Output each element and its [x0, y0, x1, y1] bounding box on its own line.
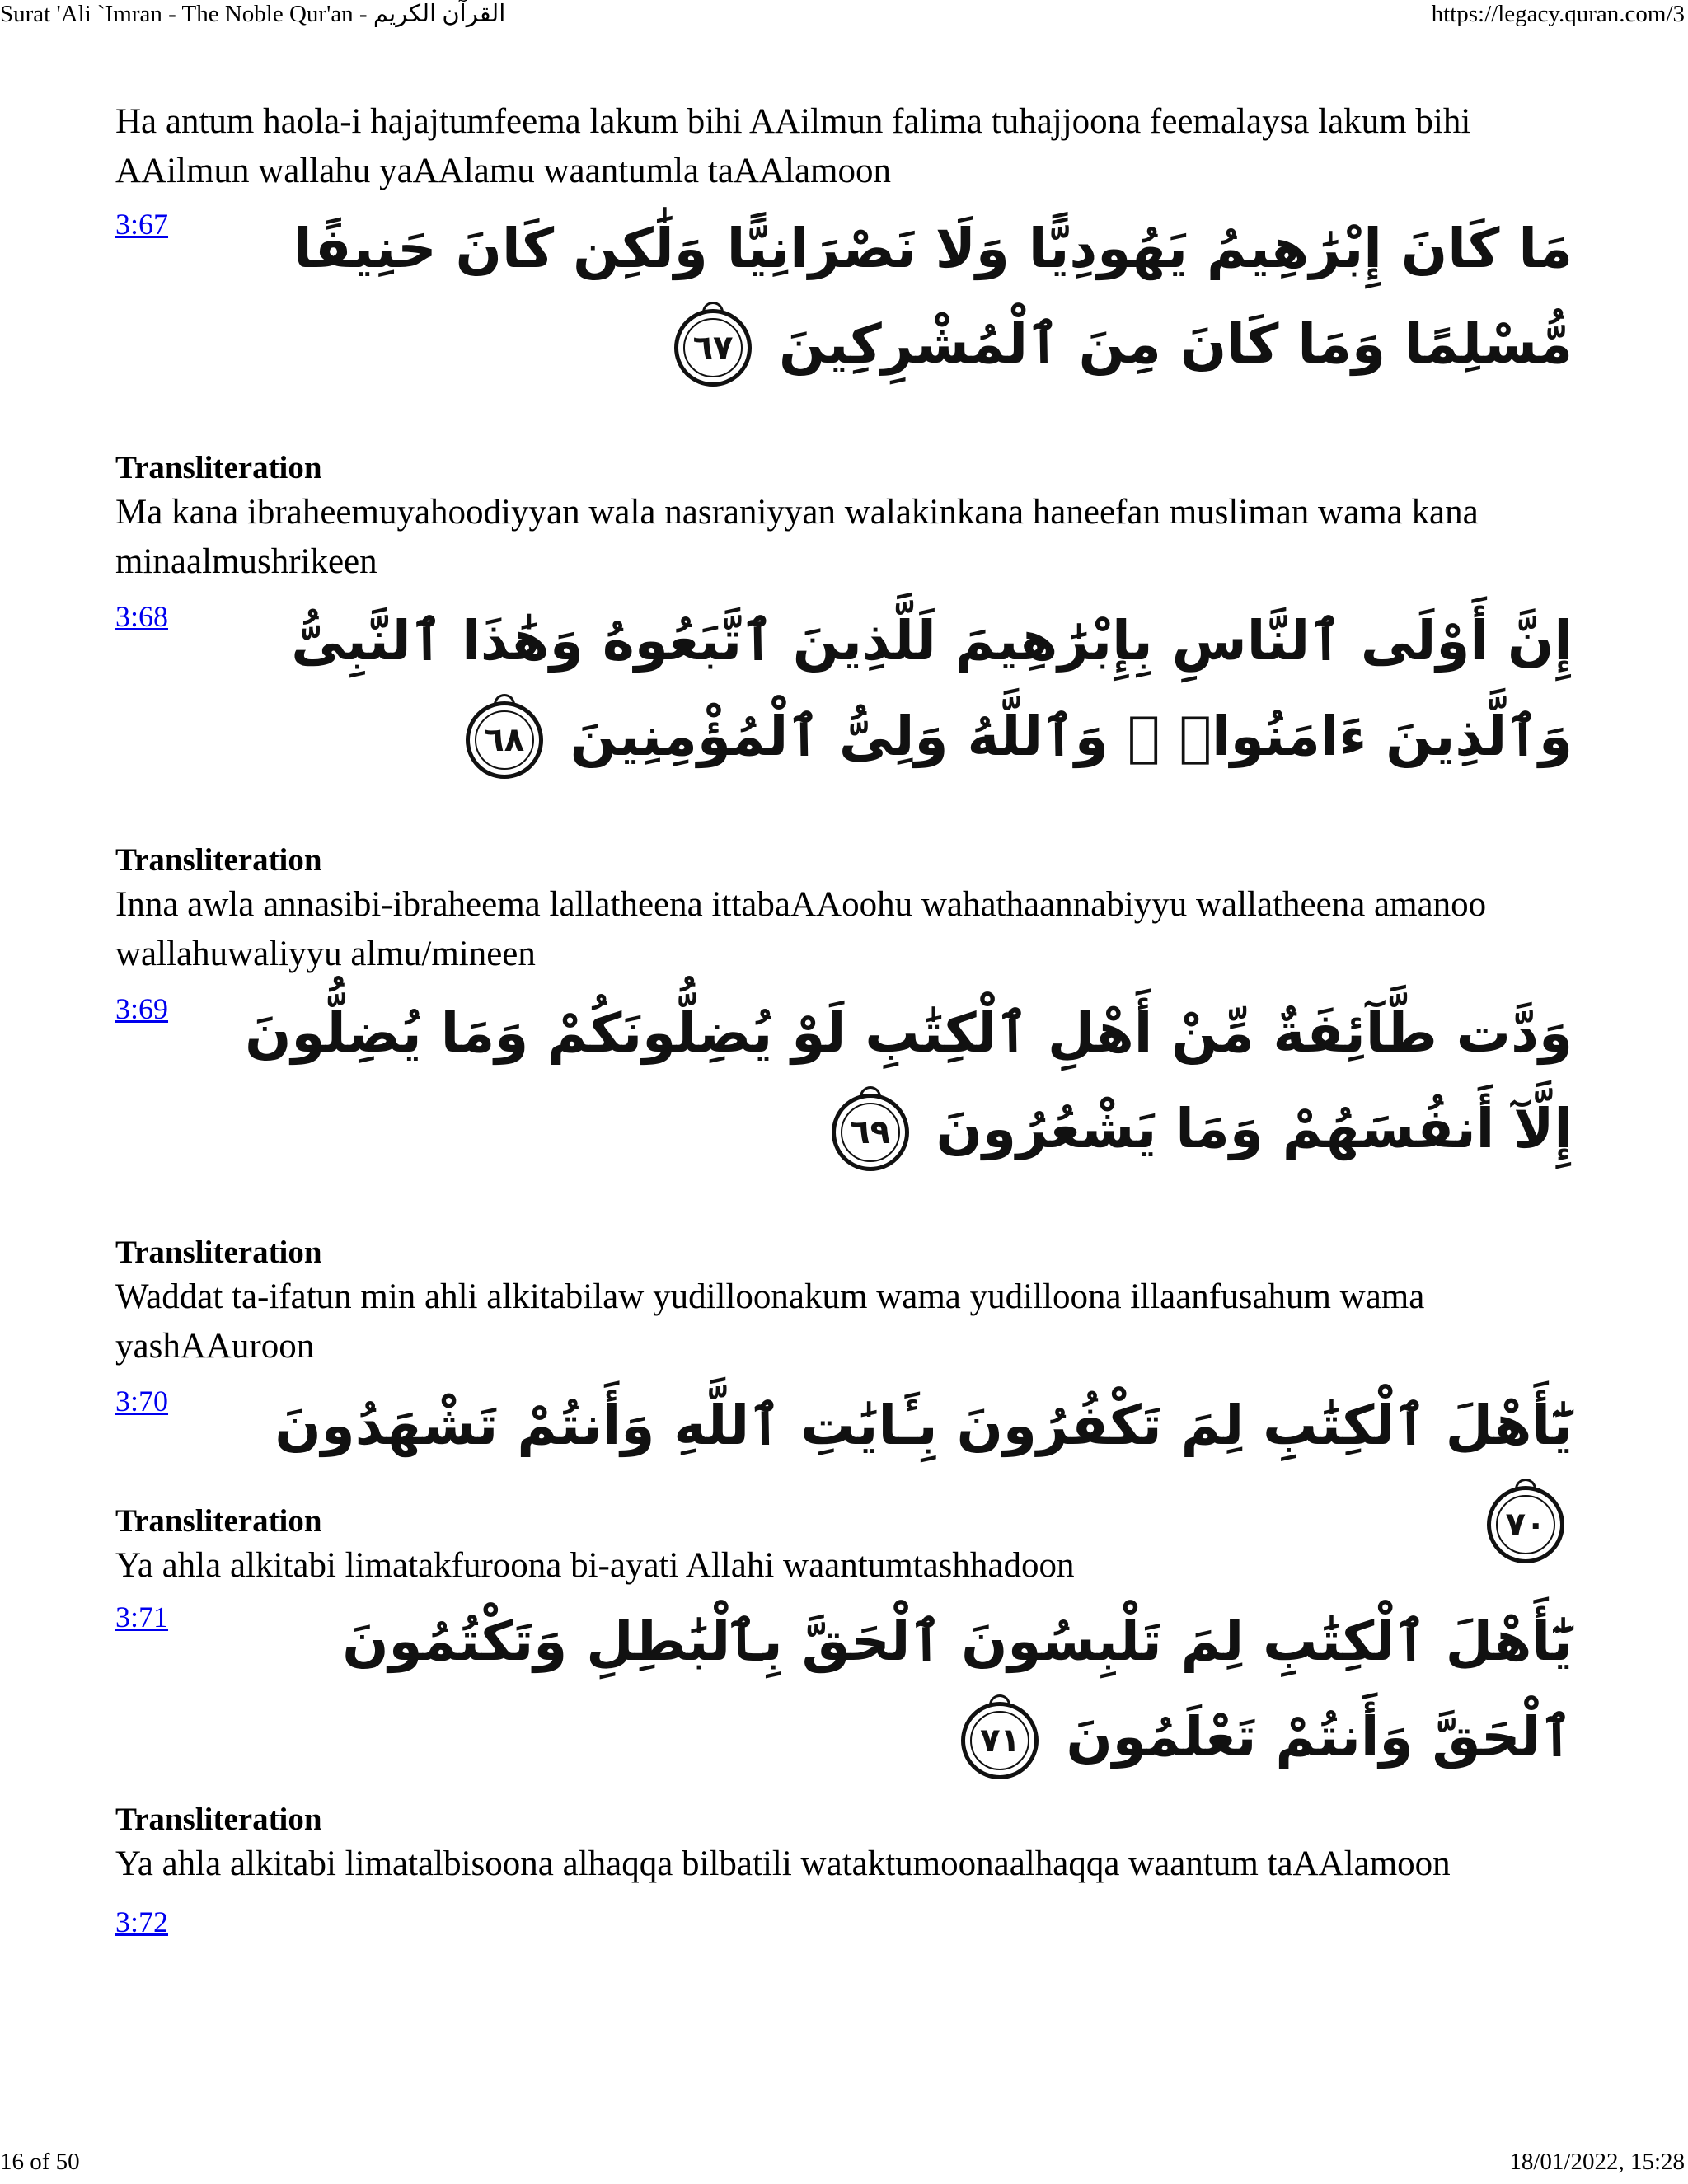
- arabic-text: مَا كَانَ إِبْرَٰهِيمُ يَهُودِيًّا وَلَا نَصْرَانِيًّا وَلَٰكِن كَانَ حَنِيفًا مُّسْلِمًا وَمَا كَانَ مِنَ ٱلْمُشْرِكِينَ: [293, 217, 1573, 376]
- page-counter: 16 of 50: [0, 2149, 80, 2175]
- verse-3-69: [115, 986, 1574, 1233]
- transliteration-text: Waddat ta-ifatun min ahli alkitabilaw yudilloonakum wama yudilloona illaanfusahum wama yashAAuroon: [115, 1277, 1425, 1366]
- transliteration-label: Transliteration: [115, 450, 322, 485]
- verse-link-3-71[interactable]: 3:71: [115, 1601, 169, 1633]
- print-datetime: 18/01/2022, 15:28: [1509, 2149, 1685, 2175]
- transliteration-label: Transliteration: [115, 842, 322, 878]
- verse-link-3-69[interactable]: 3:69: [115, 992, 169, 1025]
- arabic-text: يَٰٓأَهْلَ ٱلْكِتَٰبِ لِمَ تَكْفُرُونَ بِـَٔايَٰتِ ٱللَّهِ وَأَنتُمْ تَشْهَدُونَ: [274, 1394, 1573, 1457]
- verse-3-71: [115, 1594, 1574, 1800]
- transliteration-label: Transliteration: [115, 1503, 322, 1539]
- verse-3-72: [115, 1899, 1574, 1948]
- arabic-verse-text: [239, 1594, 1574, 1785]
- verse-link-3-70[interactable]: 3:70: [115, 1385, 169, 1418]
- verse-link-3-67[interactable]: 3:67: [115, 208, 169, 241]
- transliteration-label: Transliteration: [115, 1802, 322, 1837]
- verse-3-67: [115, 201, 1574, 448]
- ayah-number-marker: ٦٧: [674, 309, 752, 387]
- arabic-text: وَدَّت طَّآئِفَةٌ مِّنْ أَهْلِ ٱلْكِتَٰبِ لَوْ يُضِلُّونَكُمْ وَمَا يُضِلُّونَ إِلَّآ أَنفُسَهُمْ وَمَا يَشْعُرُونَ: [245, 1001, 1573, 1160]
- arabic-text: يَٰٓأَهْلَ ٱلْكِتَٰبِ لِمَ تَلْبِسُونَ ٱلْحَقَّ بِٱلْبَٰطِلِ وَتَكْتُمُونَ ٱلْحَقَّ وَأَنتُمْ تَعْلَمُونَ: [342, 1610, 1573, 1769]
- transliteration-text: Ya ahla alkitabi limatalbisoona alhaqqa bilbatili wataktumoonaalhaqqa waantum taAAlamoon: [115, 1844, 1451, 1883]
- arabic-verse-text: [239, 986, 1574, 1177]
- page-title: Surat 'Ali `Imran - The Noble Qur'an - القرآن الكريم: [0, 1, 506, 27]
- ayah-number-marker: ٧١: [961, 1702, 1039, 1779]
- ayah-number-marker: ٦٩: [832, 1094, 909, 1171]
- ayah-number-marker: ٧٠: [1487, 1486, 1564, 1563]
- transliteration-text: Inna awla annasibi-ibraheema lallatheena ittabaAAoohu wahathaannabiyyu wallatheena amanoo wallahuwaliyyu almu/mineen: [115, 885, 1487, 973]
- transliteration-text: Ya ahla alkitabi limatakfuroona bi-ayati Allahi waantumtashhadoon: [115, 1546, 1075, 1585]
- page-url: https://legacy.quran.com/3: [1431, 1, 1685, 27]
- verse-link-3-72[interactable]: 3:72: [115, 1905, 169, 1938]
- intro-transliteration: Ha antum haola-i hajajtumfeema lakum bihi AAilmun falima tuhajjoona feemalaysa lakum bihi AAilmun wallahu yaAAlamu waantumla taAAlamoon: [115, 102, 1471, 190]
- verse-link-3-68[interactable]: 3:68: [115, 600, 169, 633]
- verse-3-68: [115, 593, 1574, 841]
- arabic-verse-text: [239, 1378, 1574, 1569]
- ayah-number-marker: ٦٨: [466, 701, 543, 779]
- arabic-text: إِنَّ أَوْلَى ٱلنَّاسِ بِإِبْرَٰهِيمَ لَلَّذِينَ ٱتَّبَعُوهُ وَهَٰذَا ٱلنَّبِىُّ وَٱلَّذِينَ ءَامَنُوا۟ ۗ وَٱللَّهُ وَلِىُّ ٱلْمُؤْمِنِينَ: [291, 609, 1573, 768]
- transliteration-label: Transliteration: [115, 1235, 322, 1270]
- arabic-verse-text: [239, 593, 1574, 785]
- page-content: [115, 97, 1574, 1948]
- transliteration-text: Ma kana ibraheemuyahoodiyyan wala nasraniyyan walakinkana haneefan musliman wama kana minaalmushrikeen: [115, 493, 1479, 581]
- arabic-verse-text: [239, 201, 1574, 392]
